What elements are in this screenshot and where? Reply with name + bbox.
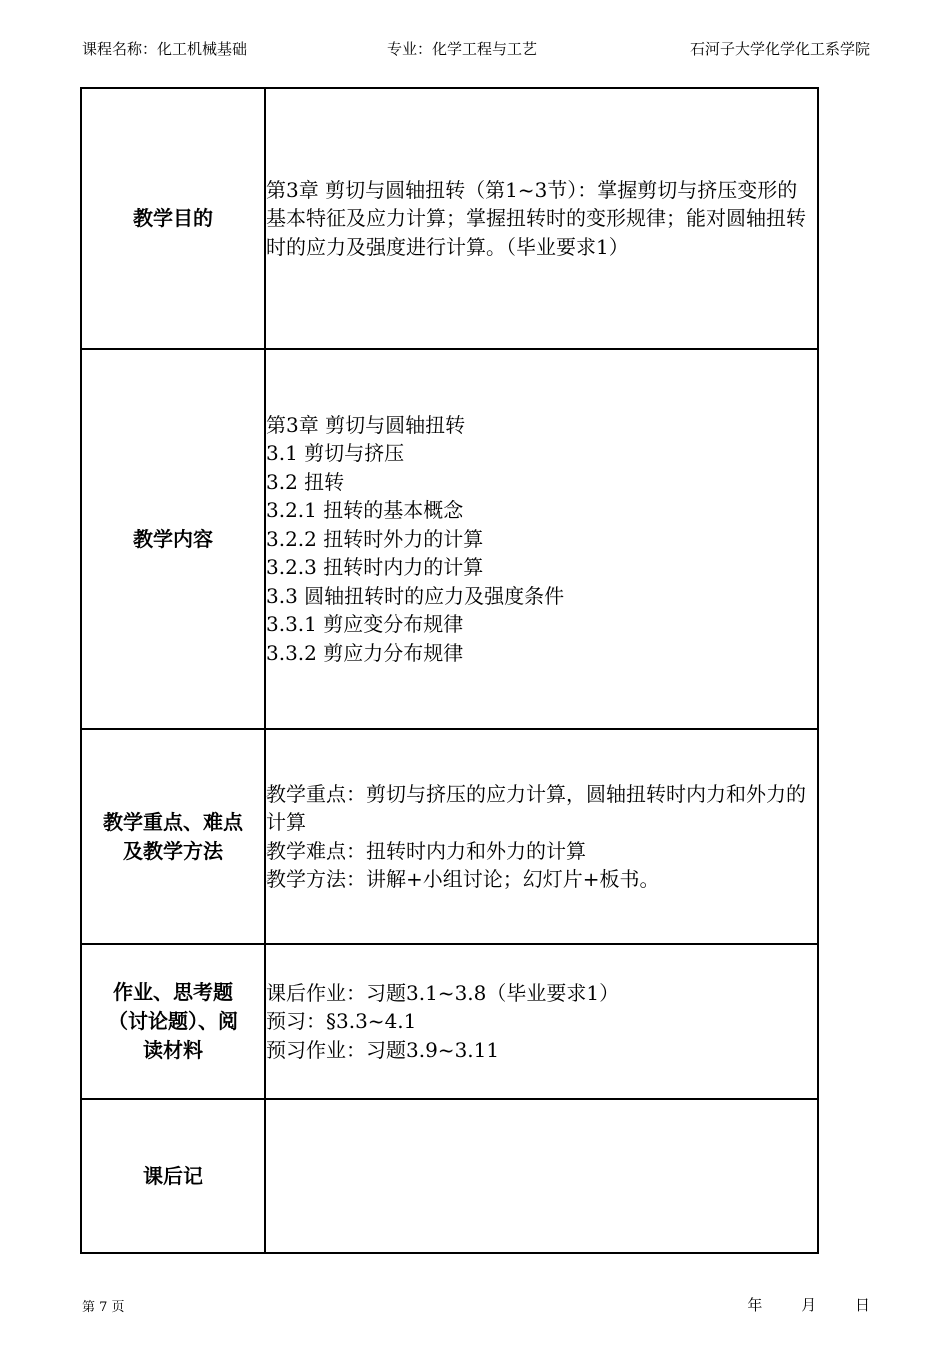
date-fields bbox=[713, 1294, 870, 1315]
homework-label-line: （讨论题）、阅 bbox=[108, 1009, 238, 1033]
content-line: 3.3.2 剪应力分布规律 bbox=[266, 640, 464, 665]
content-line: 3.2.3 扭转时内力的计算 bbox=[266, 555, 484, 580]
school-name: 石河子大学化学化工系学院 bbox=[689, 40, 870, 58]
page-footer bbox=[82, 1294, 870, 1314]
homework-line: 预习作业：习题3.9~3.11 bbox=[266, 1037, 500, 1062]
objectives-label: 教学目的 bbox=[81, 88, 265, 349]
objectives-text: 第3章 剪切与圆轴扭转（第1~3节）：掌握剪切与挤压变形的基本特征及应力计算；掌握扭转时的变形规律；能对圆轴扭转时的应力及强度进行计算。（毕业要求1） bbox=[266, 177, 806, 259]
homework-content bbox=[265, 944, 818, 1099]
course-name: 课程名称：化工机械基础 bbox=[82, 40, 248, 58]
content-list bbox=[265, 349, 818, 729]
objectives-content bbox=[265, 88, 818, 349]
homework-line: 预习：§3.3~4.1 bbox=[266, 1009, 417, 1034]
row-objectives bbox=[81, 88, 818, 349]
major-name: 专业：化学工程与工艺 bbox=[387, 40, 538, 58]
keypoints-content bbox=[265, 729, 818, 944]
lesson-plan-table bbox=[80, 87, 819, 1254]
keypoints-label-line: 教学重点、难点 bbox=[103, 809, 243, 834]
year-label: 年 bbox=[747, 1296, 763, 1314]
keypoints-method: 教学方法：讲解+小组讨论；幻灯片+板书。 bbox=[266, 867, 660, 891]
page-number: 第 7 页 bbox=[82, 1300, 125, 1315]
keypoints-label-line: 及教学方法 bbox=[123, 838, 223, 863]
row-keypoints bbox=[81, 729, 818, 944]
row-content bbox=[81, 349, 818, 729]
content-line: 3.1 剪切与挤压 bbox=[266, 441, 405, 466]
content-line: 3.2 扭转 bbox=[266, 469, 345, 494]
homework-line: 课后作业：习题3.1~3.8（毕业要求1） bbox=[266, 980, 620, 1005]
keypoints-difficulty: 教学难点：扭转时内力和外力的计算 bbox=[266, 838, 586, 863]
content-line: 3.3.1 剪应变分布规律 bbox=[266, 612, 464, 637]
notes-content bbox=[265, 1099, 818, 1253]
content-label: 教学内容 bbox=[81, 349, 265, 729]
notes-label: 课后记 bbox=[81, 1099, 265, 1253]
day-label: 日 bbox=[854, 1296, 870, 1314]
content-line: 3.2.2 扭转时外力的计算 bbox=[266, 526, 484, 551]
homework-label bbox=[81, 944, 265, 1099]
content-line: 3.3 圆轴扭转时的应力及强度条件 bbox=[266, 583, 565, 608]
content-line: 第3章 剪切与圆轴扭转 bbox=[266, 412, 466, 437]
homework-label-line: 作业、思考题 bbox=[113, 980, 233, 1004]
keypoints-label bbox=[81, 729, 265, 944]
month-label: 月 bbox=[801, 1296, 817, 1314]
page-header bbox=[82, 38, 870, 60]
content-line: 3.2.1 扭转的基本概念 bbox=[266, 498, 464, 523]
keypoints-focus: 教学重点：剪切与挤压的应力计算，圆轴扭转时内力和外力的计算 bbox=[266, 781, 806, 834]
row-homework bbox=[81, 944, 818, 1099]
row-notes bbox=[81, 1099, 818, 1253]
homework-label-line: 读材料 bbox=[143, 1038, 203, 1062]
